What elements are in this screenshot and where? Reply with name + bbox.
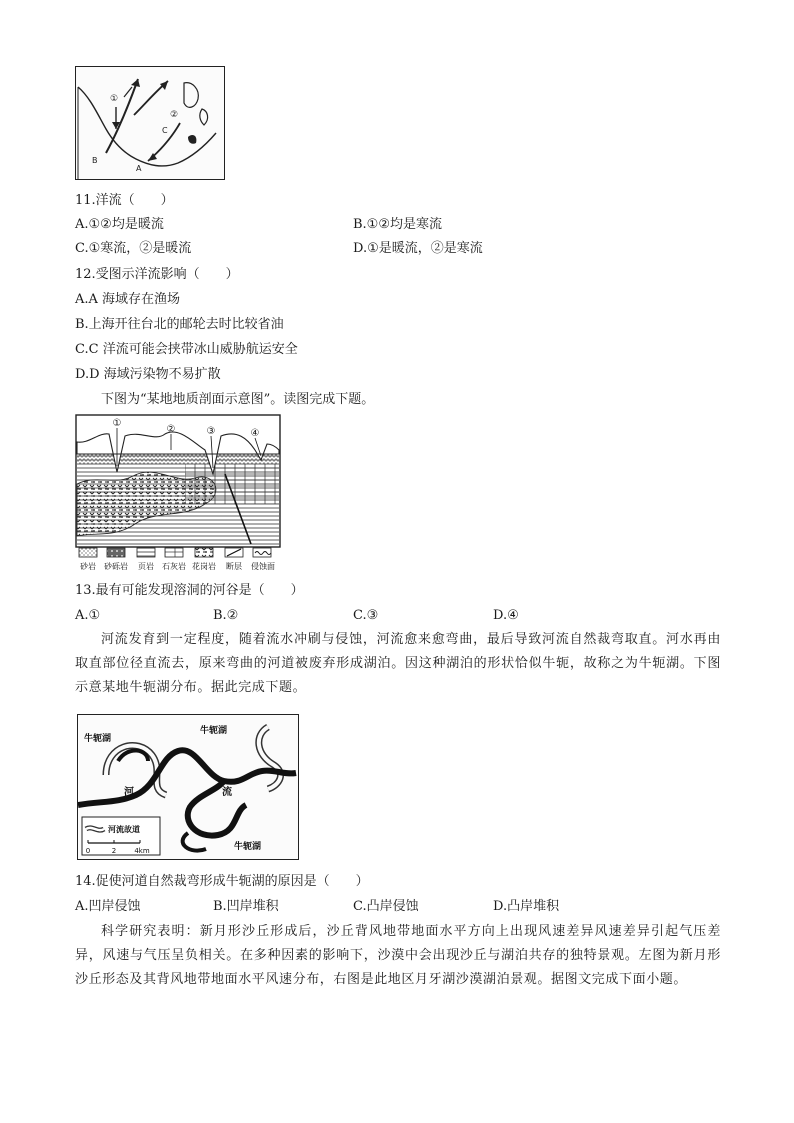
geo-intro: 下图为“某地地质剖面示意图”。读图完成下题。	[101, 392, 375, 407]
oxbow-lake-map	[77, 714, 299, 860]
q12-option-c[interactable]: C.C 洋流可能会挟带冰山威胁航运安全	[75, 342, 298, 357]
q13-stem: 13.最有可能发现溶洞的河谷是（ ）	[75, 583, 304, 598]
valley-marker-1: ①	[112, 418, 122, 429]
ocean-current-map	[75, 66, 225, 180]
q14-stem: 14.促使河道自然裁弯形成牛轭湖的原因是（ ）	[75, 874, 369, 889]
valley-marker-3: ③	[206, 426, 216, 437]
scale-tick-0: 0	[85, 847, 91, 855]
oxbow-label-left: 牛轭湖	[84, 734, 112, 744]
legend-limestone: 石灰岩	[162, 562, 186, 571]
oxbow-label-top: 牛轭湖	[200, 726, 228, 736]
oxbow-label-bottom: 牛轭湖	[234, 842, 262, 852]
river-label-liu: 流	[222, 787, 232, 798]
q13-option-c[interactable]: C.③	[353, 608, 379, 623]
q13-option-a[interactable]: A.①	[75, 608, 101, 623]
current-label-c: C	[162, 126, 168, 135]
q11-option-d[interactable]: D.①是暖流，②是寒流	[353, 241, 483, 256]
current-label-2: ②	[170, 110, 179, 120]
q11-option-b[interactable]: B.①②均是寒流	[353, 217, 442, 232]
q14-option-b[interactable]: B.凹岸堆积	[213, 899, 279, 914]
legend-sandstone: 砂岩	[80, 562, 96, 571]
q13-option-d[interactable]: D.④	[493, 608, 519, 623]
legend-erosion-surface: 侵蚀面	[251, 562, 275, 571]
legend-old-channel: 河流故道	[108, 825, 140, 834]
q14-option-c[interactable]: C.凸岸侵蚀	[353, 899, 419, 914]
q12-stem: 12.受图示洋流影响（ ）	[75, 267, 239, 282]
scale-tick-2: 2	[111, 847, 117, 855]
q13-option-b[interactable]: B.②	[213, 608, 239, 623]
q11-option-a[interactable]: A.①②均是暖流	[75, 217, 164, 232]
q11-option-c[interactable]: C.①寒流，②是暖流	[75, 241, 192, 256]
q14-option-a[interactable]: A.凹岸侵蚀	[75, 899, 141, 914]
scale-tick-4: 4km	[134, 847, 150, 855]
valley-marker-4: ④	[250, 428, 260, 439]
river-label-he: 河	[124, 787, 134, 798]
legend-conglomerate: 砂砾岩	[104, 562, 128, 571]
legend-granite: 花岗岩	[192, 562, 216, 571]
current-label-1: ①	[110, 94, 119, 104]
dune-intro: 科学研究表明：新月形沙丘形成后，沙丘背风地带地面水平方向上出现风速差异风速差异引起气压差异，风速与气压呈负相关。在多种因素的影响下，沙漠中会出现沙丘与湖泊共存的独特景观。左图为新月形沙丘形态及其背风地带地面水平风速分布，右图是此地区月牙湖沙漠湖泊景观。据图文完成下面小题。	[75, 924, 721, 987]
region-label-b: B	[92, 156, 98, 165]
q14-option-d[interactable]: D.凸岸堆积	[493, 899, 560, 914]
q12-option-b[interactable]: B.上海开往台北的邮轮去时比较省油	[75, 317, 284, 332]
q11-stem: 11.洋流（ ）	[75, 193, 174, 208]
q12-option-d[interactable]: D.D 海域污染物不易扩散	[75, 367, 221, 382]
region-label-a: A	[136, 164, 142, 173]
valley-marker-2: ②	[166, 424, 176, 435]
legend-shale: 页岩	[138, 562, 154, 571]
legend-fault: 断层	[226, 562, 242, 571]
oxbow-intro: 河流发育到一定程度，随着流水冲刷与侵蚀，河流愈来愈弯曲，最后导致河流自然裁弯取直。河水再由取直部位径直流去，原来弯曲的河道被废弃形成湖泊。因这种湖泊的形状恰似牛轭，故称之为牛轭湖。下图示意某地牛轭湖分布。据此完成下题。	[75, 632, 721, 695]
q12-option-a[interactable]: A.A 海域存在渔场	[75, 292, 181, 307]
geologic-section-figure	[75, 414, 281, 572]
